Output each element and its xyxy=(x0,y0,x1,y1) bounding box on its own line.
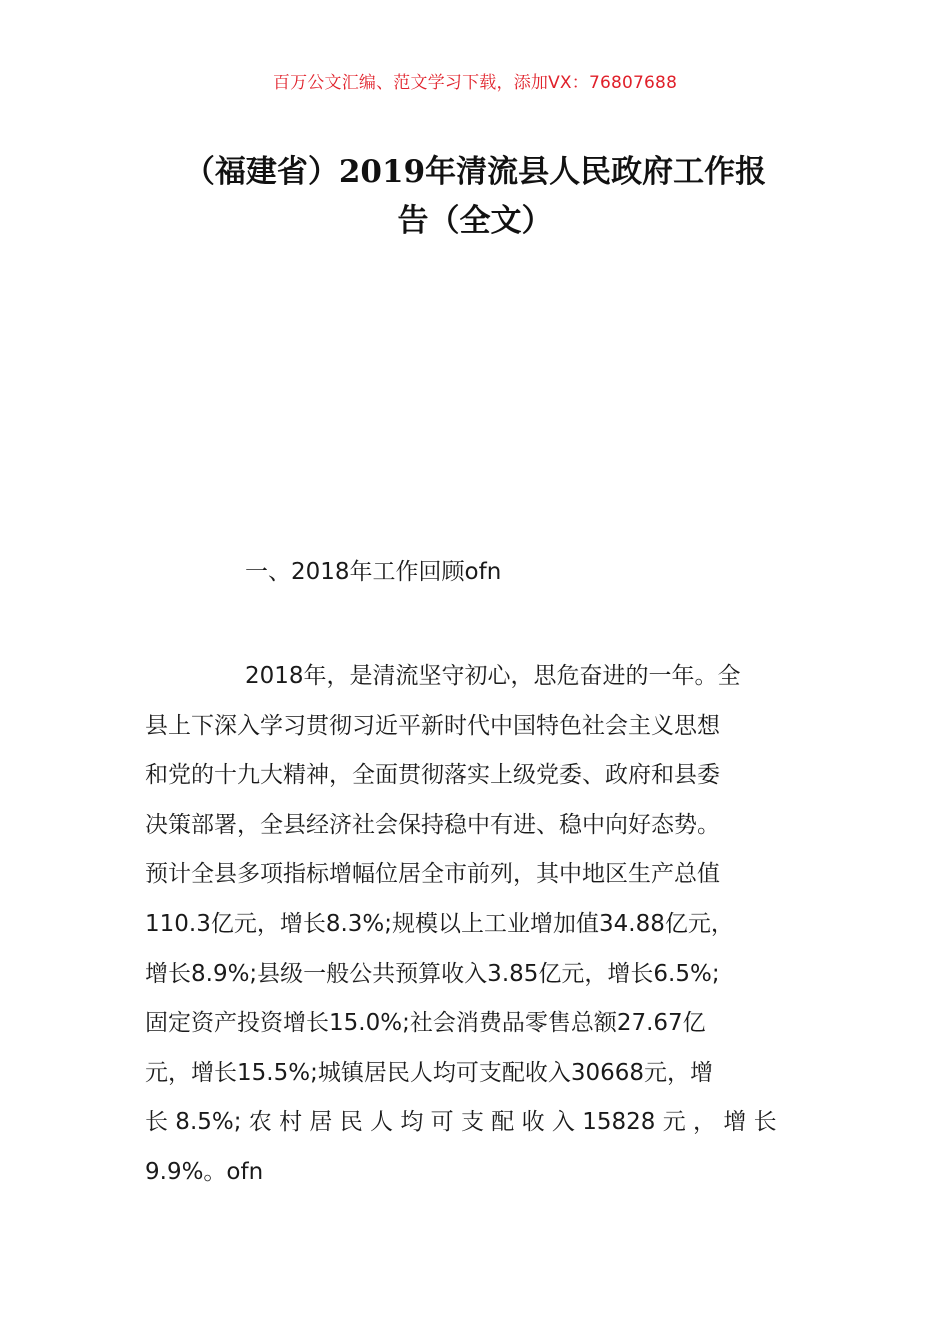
paragraph-line: 9.9%。ofn xyxy=(145,1158,264,1185)
paragraph-line: 预计全县多项指标增幅位居全市前列，其中地区生产总值 xyxy=(145,861,720,888)
body-paragraph xyxy=(145,652,810,1198)
paragraph-line: 110.3亿元，增长8.3%;规模以上工业增加值34.88亿元， xyxy=(145,910,734,937)
paragraph-line: 长 8.5%; 农 村 居 民 人 均 可 支 配 收 入 15828 元 ， 增 长 xyxy=(145,1109,777,1136)
paragraph-line: 县上下深入学习贯彻习近平新时代中国特色社会主义思想 xyxy=(145,712,720,739)
paragraph-line: 增长8.9%;县级一般公共预算收入3.85亿元，增长6.5%; xyxy=(145,960,720,987)
paragraph-line: 和党的十九大精神，全面贯彻落实上级党委、政府和县委 xyxy=(145,762,720,789)
paragraph-line: 元，增长15.5%;城镇居民人均可支配收入30668元，增 xyxy=(145,1059,713,1086)
title-line-1: （福建省）2019年清流县人民政府工作报 xyxy=(183,154,767,190)
paragraph-line: 决策部署，全县经济社会保持稳中有进、稳中向好态势。 xyxy=(145,811,720,838)
paragraph-line: 固定资产投资增长15.0%;社会消费品零售总额27.67亿 xyxy=(145,1010,706,1037)
document-title xyxy=(120,148,830,246)
title-line-2: 告（全文） xyxy=(397,203,553,239)
header-note: 百万公文汇编、范文学习下载，添加VX：76807688 xyxy=(272,73,678,93)
section-heading: 一、2018年工作回顾ofn xyxy=(245,559,502,585)
paragraph-line: 2018年，是清流坚守初心，思危奋进的一年。全 xyxy=(245,663,741,689)
